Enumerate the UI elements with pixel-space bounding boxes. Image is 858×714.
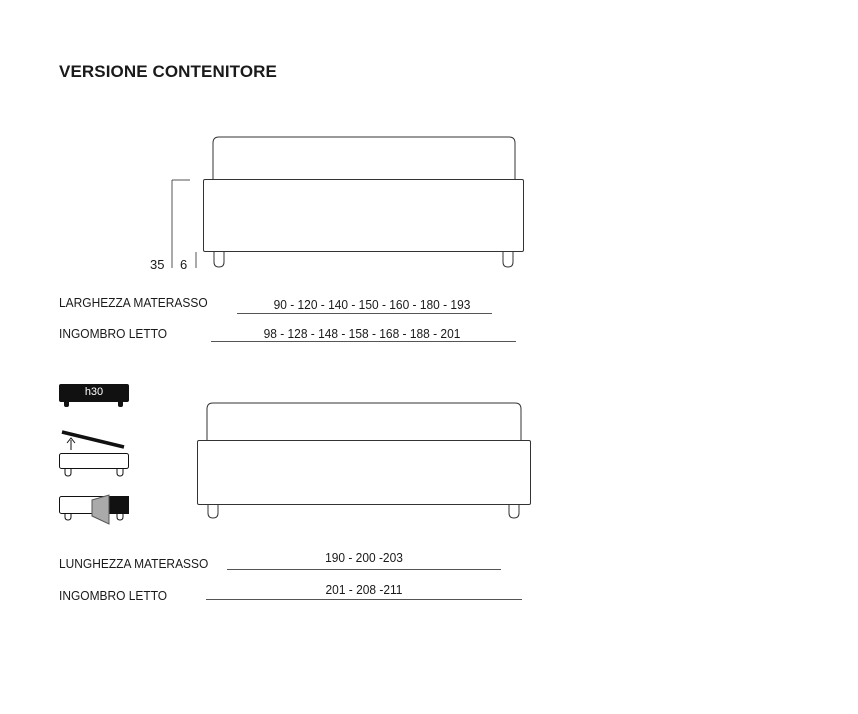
front-view-bed bbox=[204, 137, 524, 267]
mattress-length-value: 190 - 200 -203 bbox=[325, 550, 403, 565]
height-badge: h30 bbox=[84, 386, 104, 398]
mattress-width-rule bbox=[237, 313, 492, 314]
height-feet-label: 6 bbox=[180, 257, 188, 272]
front-headboard bbox=[213, 137, 515, 179]
mattress-length-rule bbox=[227, 569, 501, 570]
side-view-bed bbox=[198, 403, 531, 518]
mattress-width-label: LARGHEZZA MATERASSO bbox=[59, 295, 208, 310]
front-foot-left bbox=[214, 252, 224, 267]
front-foot-right bbox=[503, 252, 513, 267]
mattress-length-label: LUNGHEZZA MATERASSO bbox=[59, 556, 209, 571]
height-total-label: 35 bbox=[150, 257, 165, 272]
side-opening-icon bbox=[60, 495, 130, 524]
bed-width-label: INGOMBRO LETTO bbox=[59, 326, 168, 341]
side-foot-left bbox=[208, 505, 218, 518]
side-headboard bbox=[207, 403, 521, 440]
lift-lid-icon bbox=[60, 432, 129, 476]
bed-width-rule bbox=[211, 341, 516, 342]
side-foot-right bbox=[509, 505, 519, 518]
side-base bbox=[198, 441, 531, 505]
mattress-width-value: 90 - 120 - 140 - 150 - 160 - 180 - 193 bbox=[273, 297, 471, 312]
page-title: VERSIONE CONTENITORE bbox=[59, 62, 277, 81]
front-base bbox=[204, 180, 524, 252]
height-dimension-lines bbox=[172, 180, 196, 268]
bed-length-rule bbox=[206, 599, 522, 600]
bed-length-label: INGOMBRO LETTO bbox=[59, 588, 168, 603]
bed-length-value: 201 - 208 -211 bbox=[325, 582, 403, 597]
bed-width-value: 98 - 128 - 148 - 158 - 168 - 188 - 201 bbox=[263, 326, 461, 341]
